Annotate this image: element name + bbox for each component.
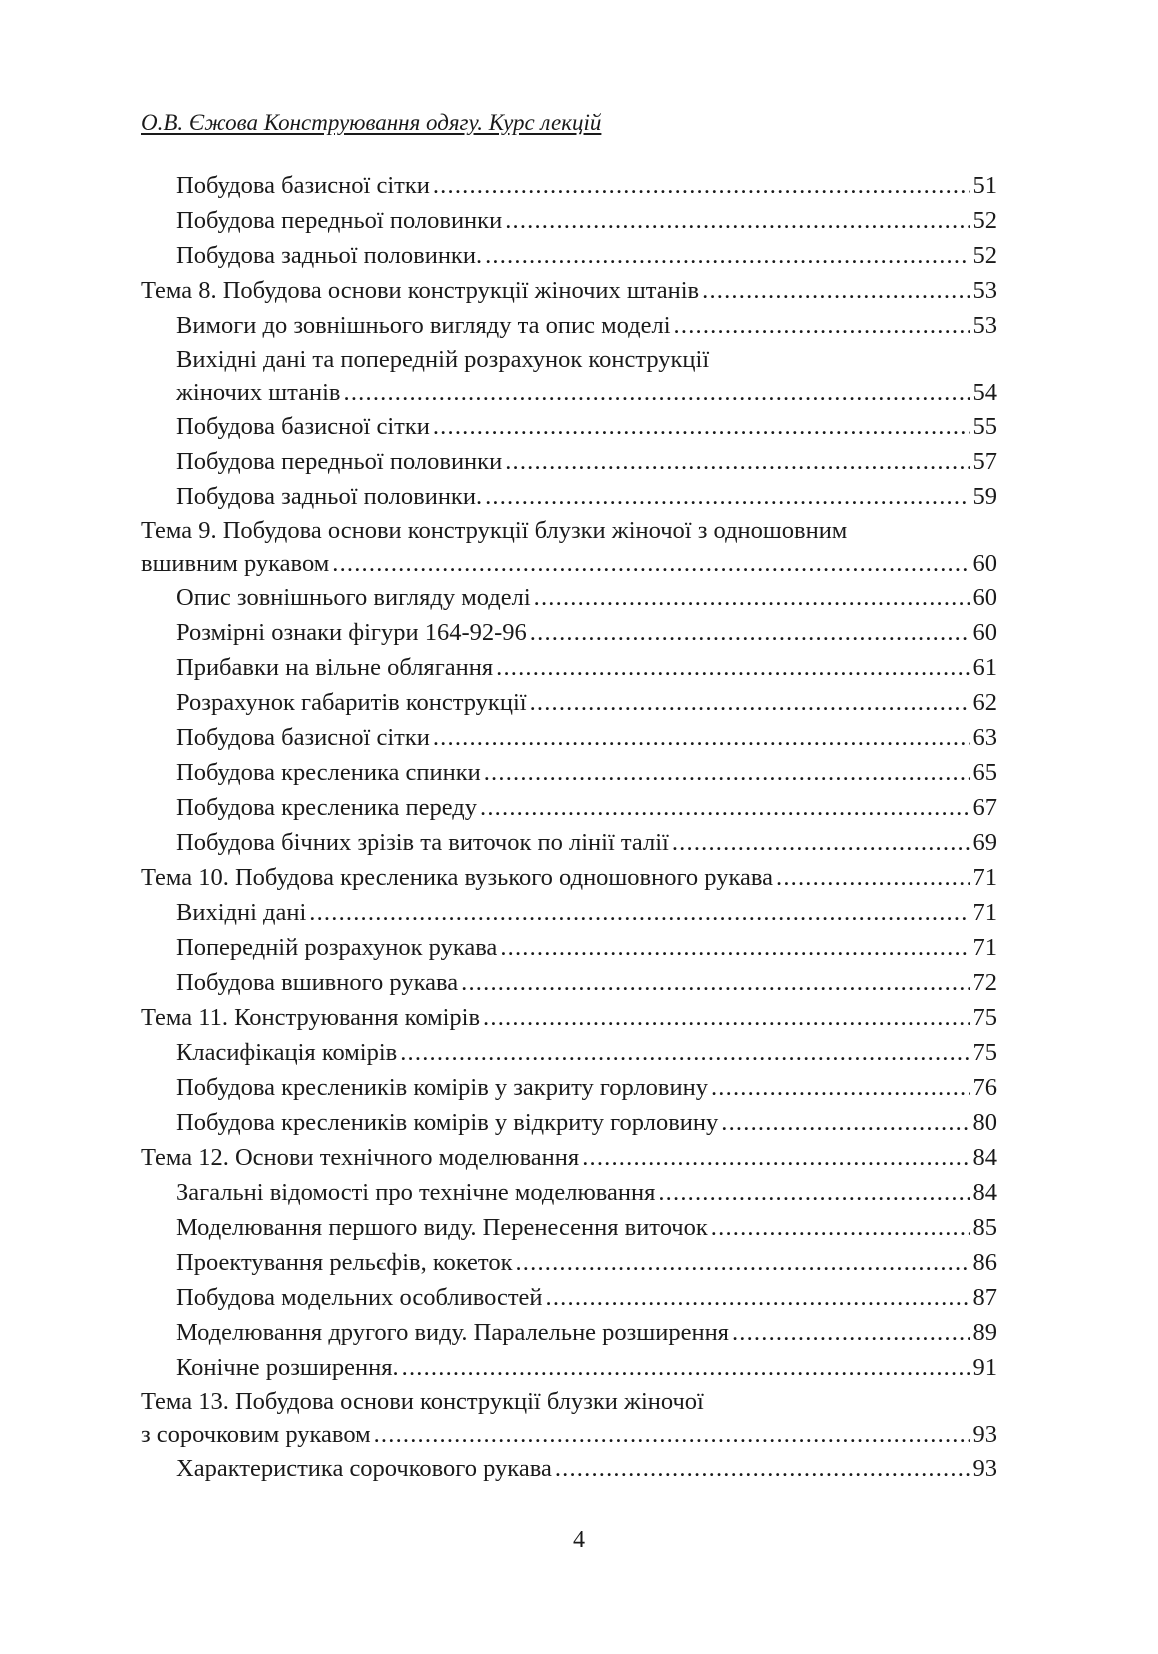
dot-leader (496, 650, 969, 685)
dot-leader (485, 479, 969, 514)
toc-entry-page: 84 (972, 1179, 997, 1206)
toc-topic-entry (141, 860, 997, 895)
toc-entry-title-line: Тема 13. Побудова основи конструкції блузки жіночої (141, 1388, 704, 1415)
toc-entry-row (176, 1315, 997, 1350)
dot-leader (534, 580, 970, 615)
toc-entry-title: Побудова модельних особливостей (176, 1284, 543, 1311)
running-header: О.В. Єжова Конструювання одягу. Курс лекцій (141, 110, 602, 135)
toc-subentry (141, 1175, 997, 1210)
dot-leader (505, 203, 969, 238)
table-of-contents (141, 168, 997, 1486)
toc-entry-title: Моделювання другого виду. Паралельне розширення (176, 1319, 729, 1346)
toc-entry-title: Тема 12. Основи технічного моделювання (141, 1144, 580, 1171)
toc-entry-title: жіночих штанів (176, 379, 341, 406)
toc-entry-title: Опис зовнішнього вигляду моделі (176, 584, 531, 611)
dot-leader (702, 273, 969, 308)
toc-entry-row (176, 825, 997, 860)
toc-entry-row (176, 1350, 997, 1385)
toc-entry-title: Характеристика сорочкового рукава (176, 1455, 552, 1482)
toc-entry-title: Попередній розрахунок рукава (176, 934, 498, 961)
toc-entry-title: Тема 11. Конструювання комірів (141, 1004, 481, 1031)
toc-entry-row (176, 895, 997, 930)
toc-subentry (141, 825, 997, 860)
dot-leader (672, 825, 970, 860)
dot-leader (530, 685, 970, 720)
toc-subentry (141, 720, 997, 755)
toc-entry-row (141, 1140, 997, 1175)
toc-entry-title: Побудова креслеників комірів у закриту горловину (176, 1074, 708, 1101)
dot-leader (461, 965, 969, 1000)
toc-entry-row (176, 479, 997, 514)
toc-entry-page: 87 (972, 1284, 997, 1311)
toc-subentry (141, 1350, 997, 1385)
toc-entry-row (176, 650, 997, 685)
toc-entry-row (176, 755, 997, 790)
toc-entry-row (176, 1280, 997, 1315)
toc-entry-row (141, 273, 997, 308)
dot-leader (484, 755, 970, 790)
toc-subentry (141, 650, 997, 685)
toc-subentry (141, 409, 997, 444)
toc-topic-entry (141, 273, 997, 308)
toc-entry-page: 54 (972, 379, 997, 406)
toc-entry-row (176, 965, 997, 1000)
toc-entry-page: 60 (972, 584, 997, 611)
toc-subentry (141, 444, 997, 479)
toc-entry-row (176, 1210, 997, 1245)
toc-entry-page: 62 (972, 689, 997, 716)
toc-entry-title: Розмірні ознаки фігури 164-92-96 (176, 619, 527, 646)
dot-leader (674, 308, 970, 343)
dot-leader (483, 1000, 969, 1035)
dot-leader (402, 1350, 970, 1385)
toc-entry-page: 57 (972, 448, 997, 475)
toc-topic-entry (141, 514, 997, 580)
toc-entry-page: 69 (972, 829, 997, 856)
toc-entry-title: Побудова базисної сітки (176, 724, 430, 751)
toc-entry-title: Побудова креслеників комірів у відкриту горловину (176, 1109, 719, 1136)
toc-entry-title: Розрахунок габаритів конструкції (176, 689, 527, 716)
toc-subentry (141, 343, 997, 409)
toc-subentry (141, 203, 997, 238)
toc-subentry (141, 1315, 997, 1350)
dot-leader (530, 615, 970, 650)
dot-leader (658, 1175, 969, 1210)
toc-entry-page: 52 (972, 207, 997, 234)
toc-entry-page: 63 (972, 724, 997, 751)
toc-entry-title: Вимоги до зовнішнього вигляду та опис моделі (176, 312, 671, 339)
toc-topic-entry (141, 1385, 997, 1451)
toc-entry-title: Загальні відомості про технічне моделювання (176, 1179, 656, 1206)
toc-entry-title-line: Вихідні дані та попередній розрахунок конструкції (176, 346, 710, 373)
toc-subentry (141, 1105, 997, 1140)
toc-subentry (141, 238, 997, 273)
toc-entry-page: 60 (972, 619, 997, 646)
toc-entry-page: 91 (972, 1354, 997, 1381)
dot-leader (711, 1070, 970, 1105)
toc-entry-title: Побудова кресленика переду (176, 794, 478, 821)
dot-leader (732, 1315, 970, 1350)
dot-leader (309, 895, 969, 930)
dot-leader (582, 1140, 969, 1175)
toc-entry-title: Вихідні дані (176, 899, 307, 926)
toc-entry-row (176, 409, 997, 444)
toc-entry-row (176, 580, 997, 615)
toc-entry-page: 53 (972, 312, 997, 339)
toc-entry-title: Тема 8. Побудова основи конструкції жіночих штанів (141, 277, 700, 304)
toc-entry-page: 86 (972, 1249, 997, 1276)
toc-entry-page: 80 (972, 1109, 997, 1136)
dot-leader (485, 238, 969, 273)
toc-entry-page: 72 (972, 969, 997, 996)
toc-entry-row (141, 1418, 997, 1451)
toc-entry-page: 65 (972, 759, 997, 786)
toc-entry-title: Побудова задньої половинки. (176, 242, 483, 269)
toc-subentry (141, 580, 997, 615)
toc-entry-row (176, 1451, 997, 1486)
dot-leader (721, 1105, 969, 1140)
toc-entry-row (176, 168, 997, 203)
toc-topic-entry (141, 1000, 997, 1035)
toc-entry-title: Проектування рельєфів, кокеток (176, 1249, 513, 1276)
dot-leader (433, 409, 970, 444)
toc-entry-title: Класифікація комірів (176, 1039, 398, 1066)
toc-subentry (141, 895, 997, 930)
toc-subentry (141, 1280, 997, 1315)
toc-subentry (141, 685, 997, 720)
toc-entry-page: 75 (972, 1039, 997, 1066)
toc-entry-page: 53 (972, 277, 997, 304)
toc-entry-title: Моделювання першого виду. Перенесення виточок (176, 1214, 708, 1241)
toc-entry-title-line: Тема 9. Побудова основи конструкції блузки жіночої з одношовним (141, 517, 848, 544)
dot-leader (711, 1210, 970, 1245)
toc-entry-title: з сорочковим рукавом (141, 1421, 371, 1448)
dot-leader (374, 1418, 970, 1451)
toc-entry-row (176, 790, 997, 825)
toc-entry-row (176, 615, 997, 650)
toc-entry-title: Побудова кресленика спинки (176, 759, 481, 786)
toc-subentry (141, 308, 997, 343)
dot-leader (400, 1035, 969, 1070)
dot-leader (546, 1280, 970, 1315)
toc-entry-page: 71 (972, 934, 997, 961)
toc-entry-page: 71 (972, 864, 997, 891)
dot-leader (344, 376, 970, 409)
toc-entry-title: Побудова вшивного рукава (176, 969, 459, 996)
toc-entry-row (141, 547, 997, 580)
toc-entry-page: 71 (972, 899, 997, 926)
toc-subentry (141, 965, 997, 1000)
dot-leader (480, 790, 969, 825)
toc-entry-page: 60 (972, 550, 997, 577)
toc-entry-title: Побудова базисної сітки (176, 413, 430, 440)
toc-subentry (141, 1451, 997, 1486)
dot-leader (433, 168, 970, 203)
toc-entry-row (176, 444, 997, 479)
toc-subentry (141, 755, 997, 790)
toc-subentry (141, 790, 997, 825)
toc-entry-title: Побудова передньої половинки (176, 448, 503, 475)
toc-entry-title: Побудова задньої половинки. (176, 483, 483, 510)
toc-entry-row (176, 930, 997, 965)
toc-entry-page: 84 (972, 1144, 997, 1171)
toc-entry-row (176, 376, 997, 409)
toc-entry-title: вшивним рукавом (141, 550, 330, 577)
toc-subentry (141, 479, 997, 514)
toc-subentry (141, 1210, 997, 1245)
dot-leader (776, 860, 970, 895)
toc-subentry (141, 1035, 997, 1070)
toc-entry-row (141, 860, 997, 895)
dot-leader (515, 1245, 969, 1280)
toc-subentry (141, 615, 997, 650)
toc-entry-row (176, 1105, 997, 1140)
toc-entry-page: 75 (972, 1004, 997, 1031)
dot-leader (500, 930, 969, 965)
toc-entry-title: Побудова базисної сітки (176, 172, 430, 199)
toc-entry-page: 93 (972, 1455, 997, 1482)
toc-subentry (141, 168, 997, 203)
dot-leader (332, 547, 969, 580)
toc-entry-page: 89 (972, 1319, 997, 1346)
toc-entry-title: Побудова передньої половинки (176, 207, 503, 234)
toc-entry-title: Тема 10. Побудова кресленика вузького одношовного рукава (141, 864, 773, 891)
toc-entry-page: 85 (972, 1214, 997, 1241)
toc-entry-row (176, 238, 997, 273)
toc-subentry (141, 1070, 997, 1105)
toc-entry-page: 59 (972, 483, 997, 510)
dot-leader (505, 444, 969, 479)
toc-entry-page: 61 (972, 654, 997, 681)
toc-subentry (141, 930, 997, 965)
toc-entry-page: 52 (972, 242, 997, 269)
toc-topic-entry (141, 1140, 997, 1175)
toc-entry-row (176, 1070, 997, 1105)
dot-leader (433, 720, 970, 755)
toc-entry-row (176, 685, 997, 720)
toc-entry-page: 76 (972, 1074, 997, 1101)
toc-entry-page: 67 (972, 794, 997, 821)
toc-entry-title: Прибавки на вільне облягання (176, 654, 494, 681)
toc-entry-row (176, 203, 997, 238)
page-number: 4 (573, 1527, 585, 1553)
toc-entry-page: 51 (972, 172, 997, 199)
toc-entry-row (176, 1245, 997, 1280)
toc-subentry (141, 1245, 997, 1280)
toc-entry-row (176, 1175, 997, 1210)
dot-leader (555, 1451, 970, 1486)
toc-entry-title: Конічне розширення. (176, 1354, 399, 1381)
toc-entry-row (176, 720, 997, 755)
toc-entry-row (176, 308, 997, 343)
toc-entry-page: 55 (972, 413, 997, 440)
toc-entry-page: 93 (972, 1421, 997, 1448)
toc-entry-row (141, 1000, 997, 1035)
toc-entry-row (176, 1035, 997, 1070)
toc-entry-title: Побудова бічних зрізів та виточок по лінії талії (176, 829, 669, 856)
